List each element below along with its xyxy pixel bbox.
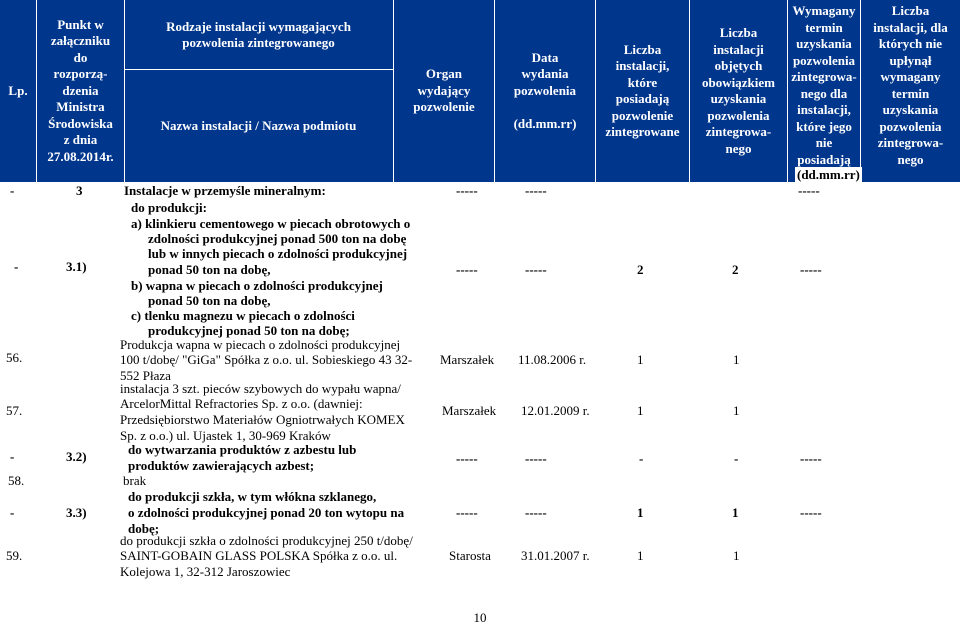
wymagany-format: (dd.mm.rr) [797, 167, 860, 182]
page-number: 10 [473, 610, 487, 625]
header-organ: Organ wydający pozwolenie [413, 66, 475, 115]
table-row: - 3.1) do produkcji: a) klinkieru cementowego w piecach obrotowych o zdolności produkcyjnej ponad 500 ton na dobę lub w innych piecach o zdolności produkcyjnej ponad 50 ton na dobę, b) wapna w piecach o zdolności produkcyjnej ponad 50 ton na dobę, c) tlenku magnezu w piecach o zdolności produkcyjnej ponad 50 ton na dobę; ----- ----- 2 2 ----- [14, 200, 822, 338]
header-rodzaje: Rodzaje instalacji wymagających pozwolenia zintegrowanego [166, 18, 351, 50]
header-liczba-posiadaja: Liczba instalacji, które posiadają pozwolenie zintegrowane [605, 41, 680, 139]
header-nazwa: Nazwa instalacji / Nazwa podmiotu [160, 118, 357, 133]
header-wymagany: Wymagany termin uzyskania pozwolenia zintegrowa- nego dla instalacji, które jego nie posiadają [791, 3, 857, 167]
table-header [0, 0, 960, 182]
header-punkt: Punkt w załączniku do rozporzą- dzenia Ministra Środowiska z dnia 27.08.2014r. [47, 16, 114, 164]
header-data: Data wydania pozwolenia (dd.mm.rr) [513, 49, 577, 131]
header-liczba-objetych: Liczba instalacji objętych obowiązkiem uzyskania pozwolenia zintegrowa- nego [702, 25, 775, 156]
header-lp: Lp. [8, 82, 28, 98]
header-liczba-uplynal: Liczba instalacji, dla których nie upłynął wymagany termin uzyskania pozwolenia zintegrowa- nego [873, 3, 948, 167]
